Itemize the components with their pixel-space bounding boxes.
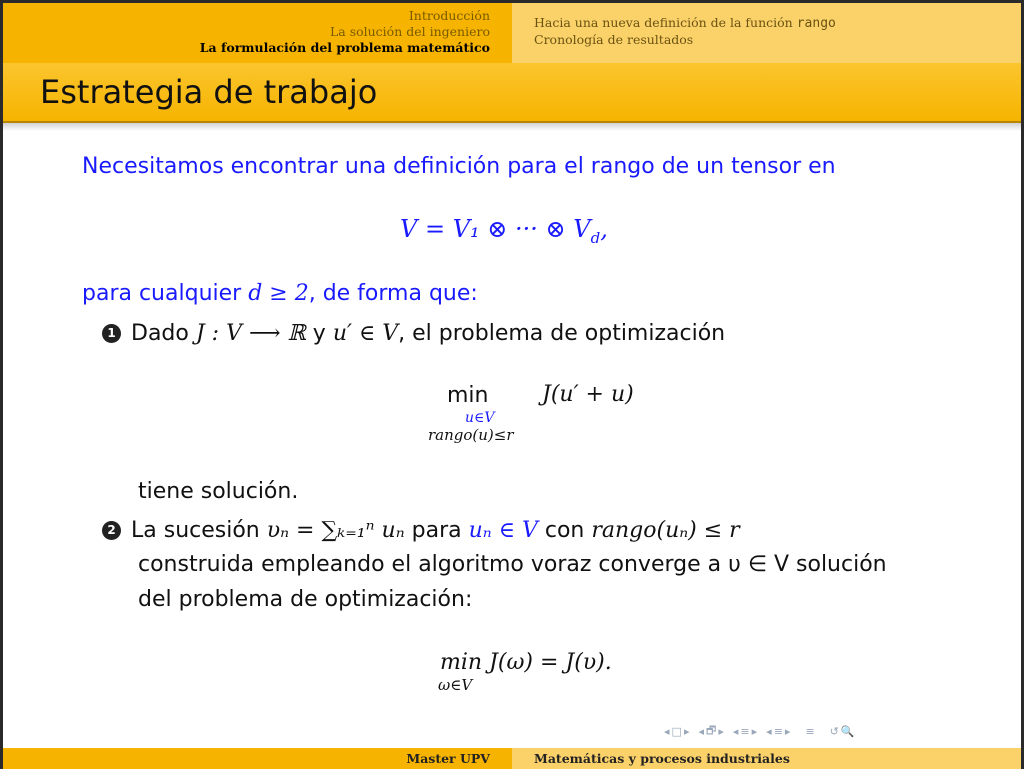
item1-pre: Dado: [131, 321, 189, 346]
item2-line3: del problema de optimización:: [138, 587, 473, 612]
item2-line1-math: υₙ = ∑ₖ₌₁ⁿ uₙ: [266, 518, 405, 543]
subsection-link-text: Hacia una nueva definición de la función: [534, 15, 793, 30]
space-equation-main: V = V₁ ⊗ ··· ⊗ V: [400, 215, 591, 243]
nav-prev-section-icon[interactable]: ◂: [766, 724, 772, 738]
equation-2: min J(ω) = J(υ).: [440, 650, 612, 675]
document-icon[interactable]: ≡: [805, 724, 815, 738]
item1-math2: u′ ∈ V: [332, 321, 399, 346]
condition-pre: para cualquier: [82, 281, 242, 306]
footer-author: Master UPV: [3, 748, 512, 769]
section-link-solucion-ingeniero[interactable]: La solución del ingeniero: [329, 24, 490, 39]
objective-1: J(u′ + u): [542, 382, 634, 407]
item1-post: , el problema de optimización: [398, 321, 726, 346]
section-nav: [3, 3, 512, 63]
item2-line1-math3: rango(uₙ) ≤ r: [591, 518, 740, 543]
condition-post: , de forma que:: [308, 281, 478, 306]
nav-prev-slide-icon[interactable]: ◂: [698, 724, 704, 738]
search-icon[interactable]: 🔍: [840, 724, 855, 738]
space-equation-sub: d: [590, 228, 601, 247]
item2-line1-mid: para: [411, 518, 462, 543]
nav-next-section-icon[interactable]: ▸: [784, 724, 791, 738]
subsection-nav: [512, 3, 1021, 63]
back-icon[interactable]: ↺: [829, 724, 839, 738]
condition-text: [82, 281, 478, 306]
equation-2-subscript: ω∈V: [438, 676, 473, 694]
item2-line1-pre: La sucesión: [131, 518, 260, 543]
subsection-link-code: rango: [796, 16, 836, 31]
footer-title: Matemáticas y procesos industriales: [512, 748, 1021, 769]
slide-icon[interactable]: 🗗: [706, 723, 717, 737]
list-number-2: 2: [102, 521, 121, 540]
subsection-link-nueva-definicion[interactable]: [534, 15, 1021, 32]
item2-line2: construida empleando el algoritmo voraz converge a υ ∈ V solución: [138, 552, 887, 577]
min-operator-1: min: [447, 383, 489, 408]
space-equation: [400, 215, 608, 247]
footer: [3, 748, 1021, 769]
list-item-1: [102, 321, 725, 346]
nav-prev-frame-icon[interactable]: ◂: [664, 724, 670, 738]
title-shadow: [3, 123, 1021, 131]
nav-next-subsection-icon[interactable]: ▸: [751, 724, 758, 738]
frame-title: Estrategia de trabajo: [40, 73, 378, 111]
min-subscript-1a: u∈V: [465, 410, 495, 426]
condition-math: d ≥ 2: [248, 281, 309, 306]
nav-prev-subsection-icon[interactable]: ◂: [732, 724, 739, 738]
beamer-navigation-symbols: [663, 721, 856, 741]
nav-next-frame-icon[interactable]: ▸: [683, 724, 690, 738]
subsection-link-cronologia[interactable]: Cronología de resultados: [534, 32, 694, 47]
min-subscript-1b: rango(u)≤r: [428, 426, 514, 444]
item1-math1: J : V ⟶ ℝ: [195, 321, 306, 346]
item2-line1-math2: uₙ ∈ V: [468, 518, 538, 543]
section-link-formulacion[interactable]: La formulación del problema matemático: [199, 40, 490, 55]
section-link-introduccion[interactable]: Introducción: [408, 8, 490, 23]
frame-icon[interactable]: □: [671, 724, 682, 738]
list-item-2: [102, 518, 740, 543]
subsection-icon[interactable]: ≡: [740, 724, 750, 738]
section-icon[interactable]: ≡: [773, 724, 783, 738]
space-equation-tail: ,: [600, 215, 608, 243]
frame-title-bar: [3, 63, 1021, 123]
intro-text: Necesitamos encontrar una definición para el rango de un tensor en: [82, 154, 836, 179]
list-number-1: 1: [102, 324, 121, 343]
nav-next-slide-icon[interactable]: ▸: [718, 724, 724, 738]
item1-conclusion: tiene solución.: [138, 479, 299, 504]
header-navigation: [3, 3, 1021, 63]
item1-mid: y: [312, 321, 326, 346]
item2-line1-mid2: con: [544, 518, 585, 543]
